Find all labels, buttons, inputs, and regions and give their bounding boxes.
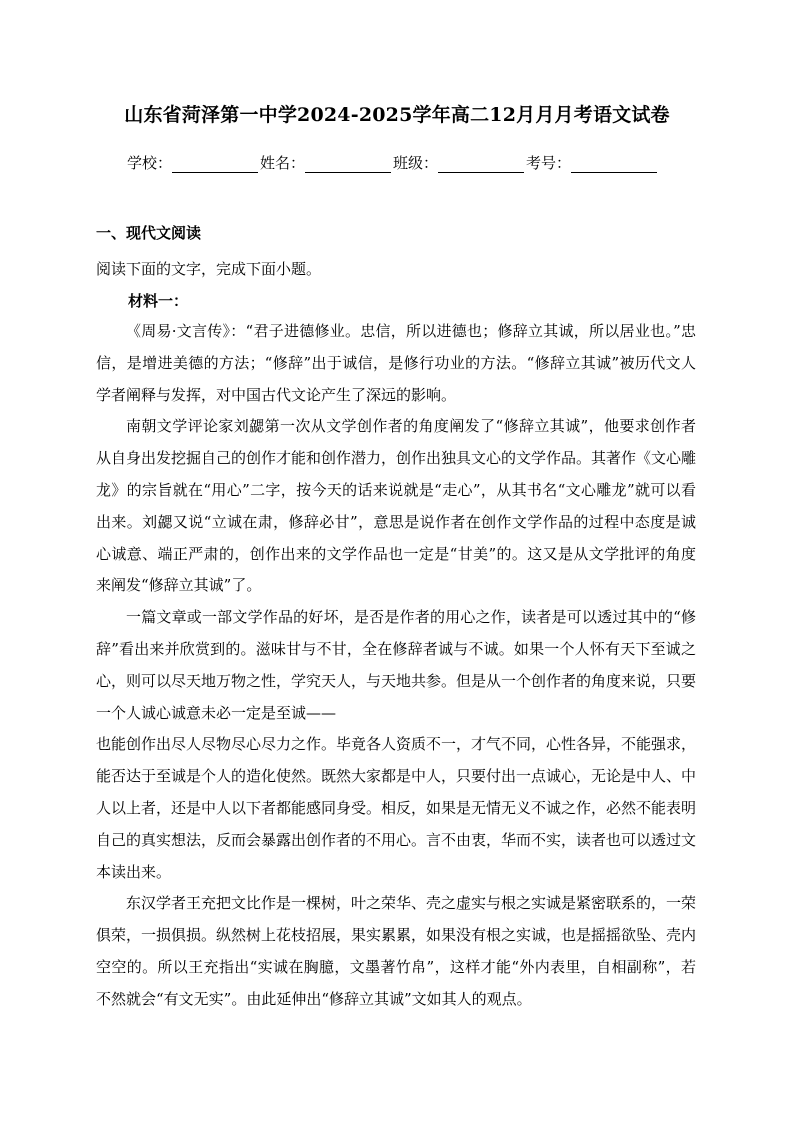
class-label: 班级：	[393, 154, 439, 172]
name-field	[260, 152, 393, 173]
school-blank[interactable]	[172, 156, 258, 173]
passage-paragraph-1: 《周易·文言传》：“君子进德修业。忠信，所以进德也；修辞立其诚，所以居业也。”忠信，是增进美德的方法；“修辞”出于诚信，是修行功业的方法。“修辞立其诚”被历代文人学者阐释与发挥，对中国古代文论产生了深远的影响。	[96, 322, 696, 404]
exam-number-label: 考号：	[526, 154, 572, 172]
passage-paragraph-3: 一篇文章或一部文学作品的好坏，是否是作者的用心之作，读者是可以透过其中的“修辞”看出来并欣赏到的。滋味甘与不甘，全在修辞者诚与不诚。如果一个人怀有天下至诚之心，则可以尽天地万物之性，学究天人，与天地共参。但是从一个创作者的角度来说，只要一个人诚心诚意未必一定是至诚——	[96, 608, 697, 722]
class-blank[interactable]	[438, 156, 524, 173]
passage-paragraph-5: 东汉学者王充把文比作是一棵树，叶之荣华、壳之虚实与根之实诚是紧密联系的，一荣俱荣，一损俱损。纵然树上花枝招展，果实累累，如果没有根之实诚，也是摇摇欲坠、壳内空空的。所以王充指出“实诚在胸臆，文墨著竹帛”，这样才能“外内表里，自相副称”，若不然就会“有文无实”。由此延伸出“修辞立其诚”文如其人的观点。	[96, 894, 697, 1008]
exam-number-blank[interactable]	[571, 156, 657, 173]
class-field	[393, 152, 526, 173]
passage-paragraph-2: 南朝文学评论家刘勰第一次从文学创作者的角度阐发了“修辞立其诚”，他要求创作者从自身出发挖掘自己的创作才能和创作潜力，创作出独具文心的文学作品。其著作《文心雕龙》的宗旨就在“用心”二字，按今天的话来说就是“走心”，从其书名“文心雕龙”就可以看出来。刘勰又说“立诚在肃，修辞必甘”，意思是说作者在创作文学作品的过程中态度是诚心诚意、端正严肃的，创作出来的文学作品也一定是“甘美”的。这又是从文学批评的角度来阐发“修辞立其诚”了。	[96, 417, 697, 595]
passage-body	[96, 316, 696, 1016]
reading-instruction: 阅读下面的文字，完成下面小题。	[96, 260, 322, 278]
exam-number-field	[526, 152, 659, 173]
school-label: 学校：	[127, 154, 173, 172]
section-heading: 一、现代文阅读	[96, 224, 202, 242]
passage-paragraph-4: 也能创作出尽人尽物尽心尽力之作。毕竟各人资质不一，才气不同，心性各异，不能强求，能否达于至诚是个人的造化使然。既然大家都是中人，只要付出一点诚心，无论是中人、中人以上者，还是中人以下者都能感同身受。相反，如果是无情无义不诚之作，必然不能表明自己的真实想法，反而会暴露出创作者的不用心。言不由衷，华而不实，读者也可以透过文本读出来。	[96, 735, 697, 881]
material-label: 材料一：	[128, 292, 189, 310]
exam-title: 山东省菏泽第一中学2024-2025学年高二12月月月考语文试卷	[124, 104, 670, 126]
name-blank[interactable]	[305, 156, 391, 173]
school-field	[127, 152, 260, 173]
student-info-row	[127, 152, 659, 173]
name-label: 姓名：	[260, 154, 306, 172]
